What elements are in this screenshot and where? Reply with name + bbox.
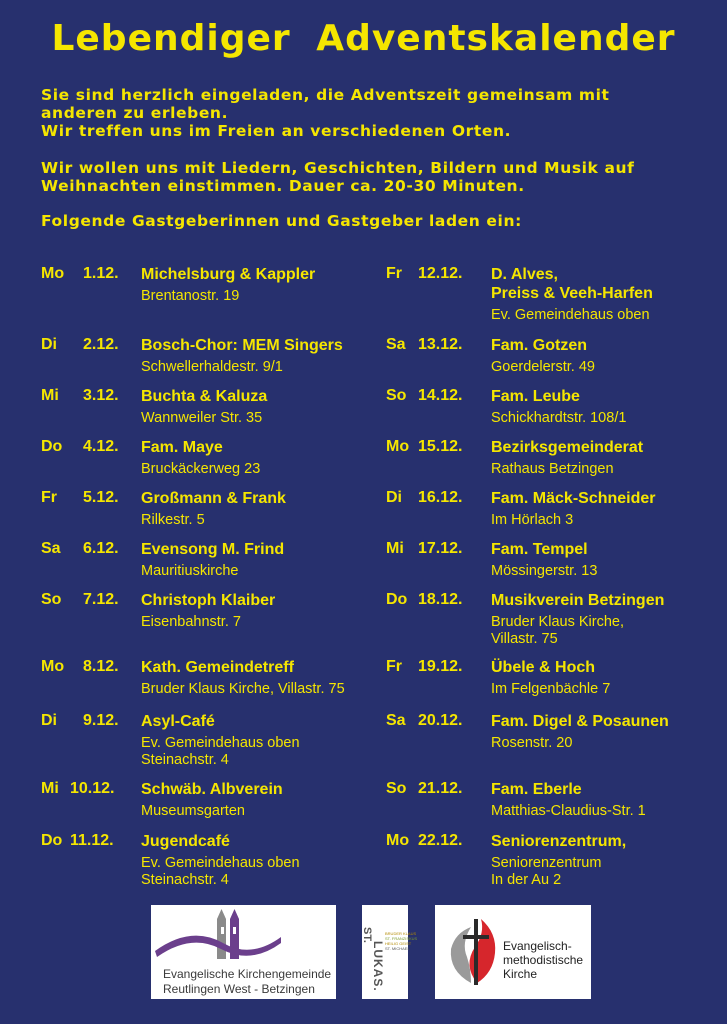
entry-location: Schickhardtstr. 108/1 [491, 410, 627, 426]
entry-host: Fam. Maye [141, 439, 223, 456]
entry-day: Mi [386, 540, 404, 557]
entry-host: Fam. Gotzen [491, 337, 588, 354]
entry-date: 19.12. [418, 658, 463, 675]
st-lukas-small-2: ST. FRANZISKUS [385, 936, 418, 941]
entry-date: 10.12. [70, 780, 115, 797]
entry-location: Rilkestr. 5 [141, 512, 205, 528]
entry-day: Mo [386, 832, 410, 849]
church-towers-logo-icon [151, 905, 336, 969]
entry-host: Bezirksgemeinderat [491, 439, 644, 456]
intro-block-3 [41, 212, 691, 230]
entry-host: Fam. Leube [491, 388, 580, 405]
entry-location: Im Felgenbächle 7 [491, 681, 611, 697]
entry-location: Bruder Klaus Kirche, Villastr. 75 [141, 681, 345, 697]
entry-location: Schwellerhaldestr. 9/1 [141, 359, 283, 375]
entry-day: Sa [41, 540, 61, 557]
entry-host: Großmann & Frank [141, 490, 286, 507]
entry-host: Fam. Tempel [491, 541, 588, 558]
entry-location: Ev. Gemeindehaus oben [491, 307, 650, 323]
entry-day: Mi [41, 387, 59, 404]
entry-location: Ev. Gemeindehaus oben [141, 855, 300, 871]
st-lukas-logo-icon [361, 909, 418, 995]
entry-day: Mo [386, 438, 410, 455]
ev-kirche-line2: Reutlingen West - Betzingen [163, 982, 315, 996]
entry-date: 15.12. [418, 438, 463, 455]
entry-date: 2.12. [83, 336, 119, 353]
entry-day: Fr [386, 265, 402, 282]
entry-host: Evensong M. Frind [141, 541, 285, 558]
entry-location: Rathaus Betzingen [491, 461, 614, 477]
entry-host: D. Alves, [491, 266, 558, 283]
st-lukas-logo [361, 905, 418, 999]
entry-host: Fam. Digel & Posaunen [491, 713, 669, 730]
entry-location: Ev. Gemeindehaus oben [141, 735, 300, 751]
entry-day: Fr [41, 489, 57, 506]
entry-location: Brentanostr. 19 [141, 288, 240, 304]
entry-host: Seniorenzentrum, [491, 833, 627, 850]
entry-location: Im Hörlach 3 [491, 512, 574, 528]
entry-host: Fam. Mäck-Schneider [491, 490, 656, 507]
entry-date: 17.12. [418, 540, 463, 557]
entry-date: 1.12. [83, 265, 119, 282]
entry-day: So [41, 591, 62, 608]
entry-host: Michelsburg & Kappler [141, 266, 316, 283]
entry-host: Christoph Klaiber [141, 592, 276, 609]
st-lukas-small-4: ST. MICHAEL [385, 946, 410, 951]
entry-location: Villastr. 75 [491, 631, 558, 647]
intro-line: Sie sind herzlich eingeladen, die Adventszeit gemeinsam mit [41, 86, 610, 104]
emk-logo [435, 905, 591, 999]
entry-day: So [386, 387, 407, 404]
ev-kirche-logo [151, 905, 336, 999]
entry-location: Seniorenzentrum [491, 855, 602, 871]
intro-line: anderen zu erleben. [41, 104, 229, 122]
entry-location: Bruckäckerweg 23 [141, 461, 261, 477]
entry-day: Sa [386, 336, 406, 353]
entry-host: Musikverein Betzingen [491, 592, 665, 609]
entry-date: 3.12. [83, 387, 119, 404]
intro-line: Wir wollen uns mit Liedern, Geschichten, Bildern und Musik auf [41, 159, 635, 177]
entry-location: Museumsgarten [141, 803, 245, 819]
entry-day: Di [41, 336, 57, 353]
entry-day: Mi [41, 780, 59, 797]
entry-location: Eisenbahnstr. 7 [141, 614, 241, 630]
intro-line: Folgende Gastgeberinnen und Gastgeber laden ein: [41, 212, 522, 230]
entry-location: Goerdelerstr. 49 [491, 359, 595, 375]
emk-line2: methodistische [503, 953, 584, 967]
entry-day: Do [386, 591, 408, 608]
intro-line: Weihnachten einstimmen. Dauer ca. 20-30 Minuten. [41, 177, 525, 195]
entry-date: 7.12. [83, 591, 119, 608]
entry-location: Steinachstr. 4 [141, 872, 229, 888]
entry-date: 8.12. [83, 658, 119, 675]
entry-day: Mo [41, 658, 65, 675]
ev-kirche-line1: Evangelische Kirchengemeinde [163, 967, 332, 981]
intro-block [41, 86, 691, 140]
entry-date: 13.12. [418, 336, 463, 353]
entry-host: Kath. Gemeindetreff [141, 659, 294, 676]
entry-day: Fr [386, 658, 402, 675]
st-lukas-text-lukas: LUKAS. [371, 941, 385, 992]
entry-location: Bruder Klaus Kirche, [491, 614, 624, 630]
entry-date: 14.12. [418, 387, 463, 404]
page-title: Lebendiger Adventskalender [51, 18, 676, 59]
entry-host: Fam. Eberle [491, 781, 582, 798]
st-lukas-small-3: HEILIG GEIST [385, 941, 412, 946]
entry-day: Di [386, 489, 402, 506]
entry-host: Jugendcafé [141, 833, 230, 850]
entry-host: Preiss & Veeh-Harfen [491, 285, 653, 302]
entry-date: 16.12. [418, 489, 463, 506]
entry-date: 11.12. [70, 832, 114, 849]
entry-day: Di [41, 712, 57, 729]
st-lukas-small-1: BRUDER KLAUS [385, 931, 417, 936]
intro-line: Wir treffen uns im Freien an verschiedenen Orten. [41, 122, 512, 140]
entry-date: 5.12. [83, 489, 119, 506]
entry-date: 18.12. [418, 591, 463, 608]
entry-day: Do [41, 832, 63, 849]
entry-location: Mauritiuskirche [141, 563, 239, 579]
entry-host: Übele & Hoch [491, 659, 596, 676]
entry-location: Wannweiler Str. 35 [141, 410, 263, 426]
st-lukas-text-st: ST. [361, 927, 373, 943]
entry-location: Mössingerstr. 13 [491, 563, 598, 579]
entry-date: 20.12. [418, 712, 463, 729]
entry-date: 21.12. [418, 780, 463, 797]
entry-day: Do [41, 438, 63, 455]
entry-host: Asyl-Café [141, 713, 215, 730]
emk-line3: Kirche [503, 967, 538, 981]
entry-location: Steinachstr. 4 [141, 752, 229, 768]
entry-day: Sa [386, 712, 406, 729]
emk-line1: Evangelisch- [503, 939, 572, 953]
entry-host: Bosch-Chor: MEM Singers [141, 337, 343, 354]
entry-date: 12.12. [418, 265, 463, 282]
entry-host: Schwäb. Albverein [141, 781, 283, 798]
entry-date: 9.12. [83, 712, 119, 729]
intro-block-2 [41, 159, 691, 195]
entry-location: In der Au 2 [491, 872, 562, 888]
entry-date: 4.12. [83, 438, 119, 455]
entry-date: 22.12. [418, 832, 463, 849]
entry-host: Buchta & Kaluza [141, 388, 268, 405]
cross-flame-logo-icon [441, 913, 511, 993]
entry-date: 6.12. [83, 540, 119, 557]
entry-day: Mo [41, 265, 65, 282]
entry-location: Matthias-Claudius-Str. 1 [491, 803, 646, 819]
entry-day: So [386, 780, 407, 797]
entry-location: Rosenstr. 20 [491, 735, 573, 751]
